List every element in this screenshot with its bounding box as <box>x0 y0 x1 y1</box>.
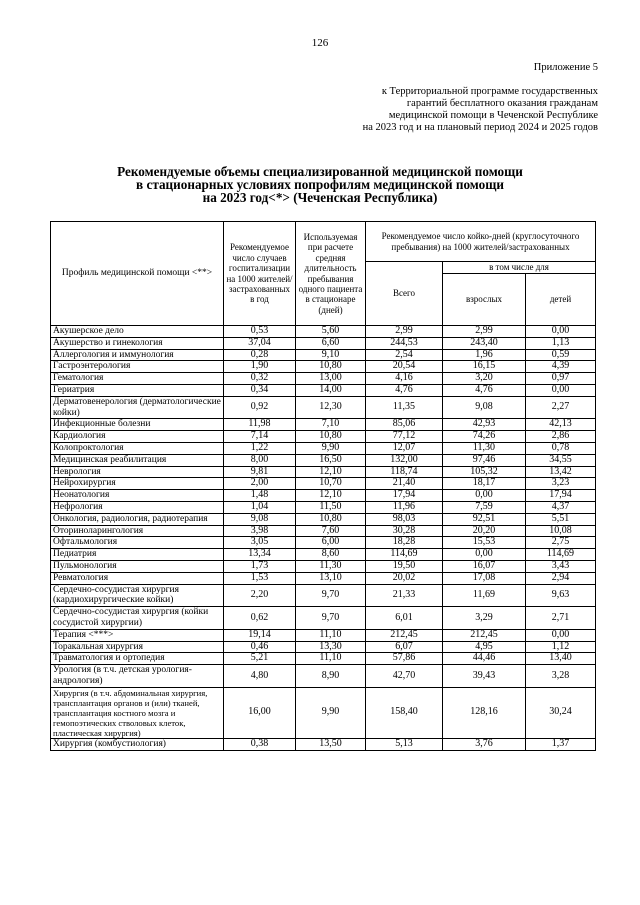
row-bed-days-total: 85,06 <box>366 419 443 431</box>
row-bed-days-adults: 3,76 <box>443 738 526 750</box>
row-profile-name: Инфекционные болезни <box>51 419 224 431</box>
table-row <box>51 361 596 373</box>
row-bed-days-total: 20,54 <box>366 361 443 373</box>
row-bed-days-total: 77,12 <box>366 431 443 443</box>
row-avg-duration: 10,80 <box>296 513 366 525</box>
row-profile-name: Гематология <box>51 373 224 385</box>
row-profile-name: Дерматовенерология (дерматологические койки) <box>51 396 224 419</box>
row-profile-name: Гастроэнтерология <box>51 361 224 373</box>
row-bed-days-total: 11,35 <box>366 396 443 419</box>
row-avg-duration: 9,90 <box>296 687 366 738</box>
table-body <box>51 326 596 751</box>
row-avg-duration: 13,00 <box>296 373 366 385</box>
row-hosp-count: 1,53 <box>224 572 296 584</box>
table-row <box>51 337 596 349</box>
row-bed-days-adults: 4,95 <box>443 641 526 653</box>
table-row <box>51 326 596 338</box>
table-row <box>51 525 596 537</box>
row-bed-days-children: 0,00 <box>526 326 596 338</box>
table-row <box>51 513 596 525</box>
row-bed-days-adults: 20,20 <box>443 525 526 537</box>
table-row <box>51 349 596 361</box>
header-avg-duration: Используемая при расчете средняя длительность пребывания одного пациента в стационаре (дней) <box>296 222 366 326</box>
row-hosp-count: 11,98 <box>224 419 296 431</box>
row-bed-days-total: 158,40 <box>366 687 443 738</box>
table-row <box>51 396 596 419</box>
row-avg-duration: 9,70 <box>296 584 366 607</box>
row-avg-duration: 13,50 <box>296 738 366 750</box>
row-bed-days-total: 244,53 <box>366 337 443 349</box>
appendix-line: медицинской помощи в Чеченской Республике <box>388 110 598 121</box>
row-profile-name: Терапия <***> <box>51 629 224 641</box>
row-profile-name: Онкология, радиология, радиотерапия <box>51 513 224 525</box>
row-hosp-count: 13,34 <box>224 549 296 561</box>
row-bed-days-total: 6,07 <box>366 641 443 653</box>
row-avg-duration: 8,60 <box>296 549 366 561</box>
row-profile-name: Гериатрия <box>51 384 224 396</box>
row-bed-days-children: 34,55 <box>526 454 596 466</box>
row-bed-days-children: 114,69 <box>526 549 596 561</box>
row-avg-duration: 9,70 <box>296 607 366 630</box>
row-bed-days-total: 57,86 <box>366 653 443 665</box>
row-bed-days-total: 42,70 <box>366 665 443 688</box>
row-bed-days-children: 0,97 <box>526 373 596 385</box>
row-bed-days-children: 30,24 <box>526 687 596 738</box>
row-hosp-count: 3,98 <box>224 525 296 537</box>
table-row <box>51 629 596 641</box>
volumes-table <box>50 221 596 751</box>
row-hosp-count: 9,08 <box>224 513 296 525</box>
row-hosp-count: 0,28 <box>224 349 296 361</box>
row-profile-name: Травматология и ортопедия <box>51 653 224 665</box>
row-bed-days-total: 212,45 <box>366 629 443 641</box>
table-row <box>51 490 596 502</box>
row-avg-duration: 16,50 <box>296 454 366 466</box>
row-bed-days-total: 30,28 <box>366 525 443 537</box>
row-profile-name: Акушерское дело <box>51 326 224 338</box>
row-bed-days-adults: 212,45 <box>443 629 526 641</box>
header-profile: Профиль медицинской помощи <**> <box>51 222 224 326</box>
row-bed-days-adults: 16,15 <box>443 361 526 373</box>
table-row <box>51 641 596 653</box>
row-bed-days-adults: 1,96 <box>443 349 526 361</box>
row-bed-days-total: 18,28 <box>366 537 443 549</box>
row-profile-name: Оториноларингология <box>51 525 224 537</box>
row-bed-days-total: 98,03 <box>366 513 443 525</box>
table-row <box>51 384 596 396</box>
table-row <box>51 549 596 561</box>
row-bed-days-children: 0,00 <box>526 384 596 396</box>
row-avg-duration: 7,10 <box>296 419 366 431</box>
table-row <box>51 419 596 431</box>
appendix-header <box>363 62 598 134</box>
row-hosp-count: 0,62 <box>224 607 296 630</box>
row-bed-days-total: 114,69 <box>366 549 443 561</box>
appendix-title: Приложение 5 <box>533 62 598 73</box>
row-profile-name: Сердечно-сосудистая хирургия (койки сосудистой хирургии) <box>51 607 224 630</box>
title-line: в стационарных условиях попрофилям медицинской помощи <box>136 177 504 192</box>
appendix-line: к Территориальной программе государственных <box>381 86 598 97</box>
row-bed-days-total: 19,50 <box>366 560 443 572</box>
header-total: Всего <box>366 262 443 326</box>
table-row <box>51 572 596 584</box>
row-hosp-count: 19,14 <box>224 629 296 641</box>
row-bed-days-total: 2,99 <box>366 326 443 338</box>
row-bed-days-adults: 105,32 <box>443 466 526 478</box>
row-bed-days-children: 3,28 <box>526 665 596 688</box>
row-bed-days-adults: 16,07 <box>443 560 526 572</box>
row-profile-name: Аллергология и иммунология <box>51 349 224 361</box>
row-hosp-count: 1,22 <box>224 442 296 454</box>
table-row <box>51 501 596 513</box>
row-hosp-count: 0,53 <box>224 326 296 338</box>
header-hosp-count: Рекомендуемое число случаев госпитализации на 1000 жителей/застрахованных в год <box>224 222 296 326</box>
row-bed-days-total: 132,00 <box>366 454 443 466</box>
row-profile-name: Нейрохирургия <box>51 478 224 490</box>
row-bed-days-adults: 9,08 <box>443 396 526 419</box>
row-bed-days-total: 21,33 <box>366 584 443 607</box>
row-avg-duration: 13,30 <box>296 641 366 653</box>
row-bed-days-total: 2,54 <box>366 349 443 361</box>
row-bed-days-children: 0,78 <box>526 442 596 454</box>
row-profile-name: Ревматология <box>51 572 224 584</box>
row-profile-name: Неврология <box>51 466 224 478</box>
row-avg-duration: 12,30 <box>296 396 366 419</box>
header-including: в том числе для <box>443 262 596 274</box>
row-profile-name: Пульмонология <box>51 560 224 572</box>
row-bed-days-children: 3,23 <box>526 478 596 490</box>
row-bed-days-children: 1,13 <box>526 337 596 349</box>
row-bed-days-total: 11,96 <box>366 501 443 513</box>
row-bed-days-adults: 17,08 <box>443 572 526 584</box>
row-bed-days-adults: 7,59 <box>443 501 526 513</box>
row-bed-days-children: 1,37 <box>526 738 596 750</box>
row-bed-days-adults: 92,51 <box>443 513 526 525</box>
row-hosp-count: 2,00 <box>224 478 296 490</box>
row-profile-name: Колопроктология <box>51 442 224 454</box>
row-profile-name: Офтальмология <box>51 537 224 549</box>
row-hosp-count: 1,73 <box>224 560 296 572</box>
row-bed-days-children: 42,13 <box>526 419 596 431</box>
row-avg-duration: 13,10 <box>296 572 366 584</box>
row-bed-days-adults: 3,20 <box>443 373 526 385</box>
table-row <box>51 584 596 607</box>
row-profile-name: Неонатология <box>51 490 224 502</box>
row-hosp-count: 37,04 <box>224 337 296 349</box>
header-adults: взрослых <box>443 274 526 326</box>
row-bed-days-children: 4,37 <box>526 501 596 513</box>
title-line: на 2023 год<*> (Чеченская Республика) <box>202 190 438 205</box>
row-avg-duration: 11,30 <box>296 560 366 572</box>
row-profile-name: Акушерство и гинекология <box>51 337 224 349</box>
row-avg-duration: 11,10 <box>296 653 366 665</box>
row-bed-days-children: 4,39 <box>526 361 596 373</box>
row-profile-name: Сердечно-сосудистая хирургия (кардиохирургические койки) <box>51 584 224 607</box>
row-bed-days-children: 0,00 <box>526 629 596 641</box>
row-hosp-count: 0,38 <box>224 738 296 750</box>
table-row <box>51 665 596 688</box>
row-profile-name: Урология (в т.ч. детская урология-андрология) <box>51 665 224 688</box>
table-row <box>51 442 596 454</box>
table-row <box>51 478 596 490</box>
row-bed-days-adults: 0,00 <box>443 490 526 502</box>
table-row <box>51 431 596 443</box>
row-bed-days-total: 5,13 <box>366 738 443 750</box>
row-bed-days-children: 2,86 <box>526 431 596 443</box>
row-bed-days-total: 4,76 <box>366 384 443 396</box>
table-row <box>51 537 596 549</box>
row-bed-days-total: 21,40 <box>366 478 443 490</box>
row-profile-name: Хирургия (комбустиология) <box>51 738 224 750</box>
appendix-line: на 2023 год и на плановый период 2024 и 2025 годов <box>362 122 598 133</box>
row-bed-days-children: 0,59 <box>526 349 596 361</box>
row-bed-days-children: 3,43 <box>526 560 596 572</box>
row-bed-days-children: 9,63 <box>526 584 596 607</box>
row-bed-days-adults: 97,46 <box>443 454 526 466</box>
row-bed-days-adults: 15,53 <box>443 537 526 549</box>
row-hosp-count: 5,21 <box>224 653 296 665</box>
row-avg-duration: 9,10 <box>296 349 366 361</box>
row-hosp-count: 0,32 <box>224 373 296 385</box>
row-hosp-count: 4,80 <box>224 665 296 688</box>
header-bed-days: Рекомендуемое число койко-дней (круглосуточного пребывания) на 1000 жителей/застрахованных <box>366 222 596 262</box>
row-bed-days-adults: 0,00 <box>443 549 526 561</box>
row-hosp-count: 0,34 <box>224 384 296 396</box>
row-profile-name: Кардиология <box>51 431 224 443</box>
row-avg-duration: 12,10 <box>296 490 366 502</box>
row-bed-days-adults: 18,17 <box>443 478 526 490</box>
row-bed-days-total: 20,02 <box>366 572 443 584</box>
row-bed-days-adults: 11,30 <box>443 442 526 454</box>
table-row <box>51 373 596 385</box>
table-row <box>51 607 596 630</box>
row-avg-duration: 11,50 <box>296 501 366 513</box>
row-hosp-count: 0,92 <box>224 396 296 419</box>
row-bed-days-total: 17,94 <box>366 490 443 502</box>
row-avg-duration: 6,60 <box>296 337 366 349</box>
row-bed-days-children: 1,12 <box>526 641 596 653</box>
page-number: 126 <box>311 37 329 49</box>
row-profile-name: Педиатрия <box>51 549 224 561</box>
row-bed-days-children: 17,94 <box>526 490 596 502</box>
row-hosp-count: 16,00 <box>224 687 296 738</box>
row-hosp-count: 3,05 <box>224 537 296 549</box>
row-bed-days-adults: 2,99 <box>443 326 526 338</box>
row-avg-duration: 10,80 <box>296 361 366 373</box>
row-avg-duration: 10,80 <box>296 431 366 443</box>
row-bed-days-children: 13,40 <box>526 653 596 665</box>
row-bed-days-adults: 44,46 <box>443 653 526 665</box>
row-bed-days-adults: 243,40 <box>443 337 526 349</box>
row-avg-duration: 14,00 <box>296 384 366 396</box>
row-hosp-count: 0,46 <box>224 641 296 653</box>
row-bed-days-children: 2,75 <box>526 537 596 549</box>
row-profile-name: Нефрология <box>51 501 224 513</box>
row-hosp-count: 9,81 <box>224 466 296 478</box>
row-bed-days-children: 2,71 <box>526 607 596 630</box>
row-bed-days-children: 2,94 <box>526 572 596 584</box>
table-row <box>51 466 596 478</box>
row-hosp-count: 2,20 <box>224 584 296 607</box>
row-profile-name: Торакальная хирургия <box>51 641 224 653</box>
appendix-line: гарантий бесплатного оказания гражданам <box>406 98 598 109</box>
row-avg-duration: 5,60 <box>296 326 366 338</box>
row-bed-days-total: 4,16 <box>366 373 443 385</box>
row-avg-duration: 9,90 <box>296 442 366 454</box>
row-bed-days-total: 12,07 <box>366 442 443 454</box>
row-hosp-count: 1,90 <box>224 361 296 373</box>
row-bed-days-adults: 128,16 <box>443 687 526 738</box>
row-profile-name: Хирургия (в т.ч. абдоминальная хирургия, трансплантация органов и (или) тканей, трансплантация костного мозга и гемопоэтических стволовых клеток, пластическая хирургия) <box>51 687 224 738</box>
row-avg-duration: 7,60 <box>296 525 366 537</box>
row-bed-days-total: 118,74 <box>366 466 443 478</box>
row-avg-duration: 6,00 <box>296 537 366 549</box>
row-avg-duration: 10,70 <box>296 478 366 490</box>
row-bed-days-adults: 74,26 <box>443 431 526 443</box>
table-row <box>51 738 596 750</box>
header-children: детей <box>526 274 596 326</box>
row-avg-duration: 8,90 <box>296 665 366 688</box>
row-avg-duration: 12,10 <box>296 466 366 478</box>
row-hosp-count: 1,04 <box>224 501 296 513</box>
table-row <box>51 653 596 665</box>
table-row <box>51 687 596 738</box>
row-hosp-count: 7,14 <box>224 431 296 443</box>
row-bed-days-children: 13,42 <box>526 466 596 478</box>
row-bed-days-adults: 3,29 <box>443 607 526 630</box>
table-row <box>51 454 596 466</box>
row-hosp-count: 8,00 <box>224 454 296 466</box>
row-bed-days-children: 10,08 <box>526 525 596 537</box>
row-bed-days-adults: 11,69 <box>443 584 526 607</box>
row-hosp-count: 1,48 <box>224 490 296 502</box>
table-row <box>51 560 596 572</box>
row-bed-days-adults: 42,93 <box>443 419 526 431</box>
row-bed-days-adults: 4,76 <box>443 384 526 396</box>
title-line: Рекомендуемые объемы специализированной медицинской помощи <box>117 164 523 179</box>
row-bed-days-children: 2,27 <box>526 396 596 419</box>
row-avg-duration: 11,10 <box>296 629 366 641</box>
row-profile-name: Медицинская реабилитация <box>51 454 224 466</box>
row-bed-days-adults: 39,43 <box>443 665 526 688</box>
document-title <box>60 165 580 204</box>
row-bed-days-children: 5,51 <box>526 513 596 525</box>
row-bed-days-total: 6,01 <box>366 607 443 630</box>
